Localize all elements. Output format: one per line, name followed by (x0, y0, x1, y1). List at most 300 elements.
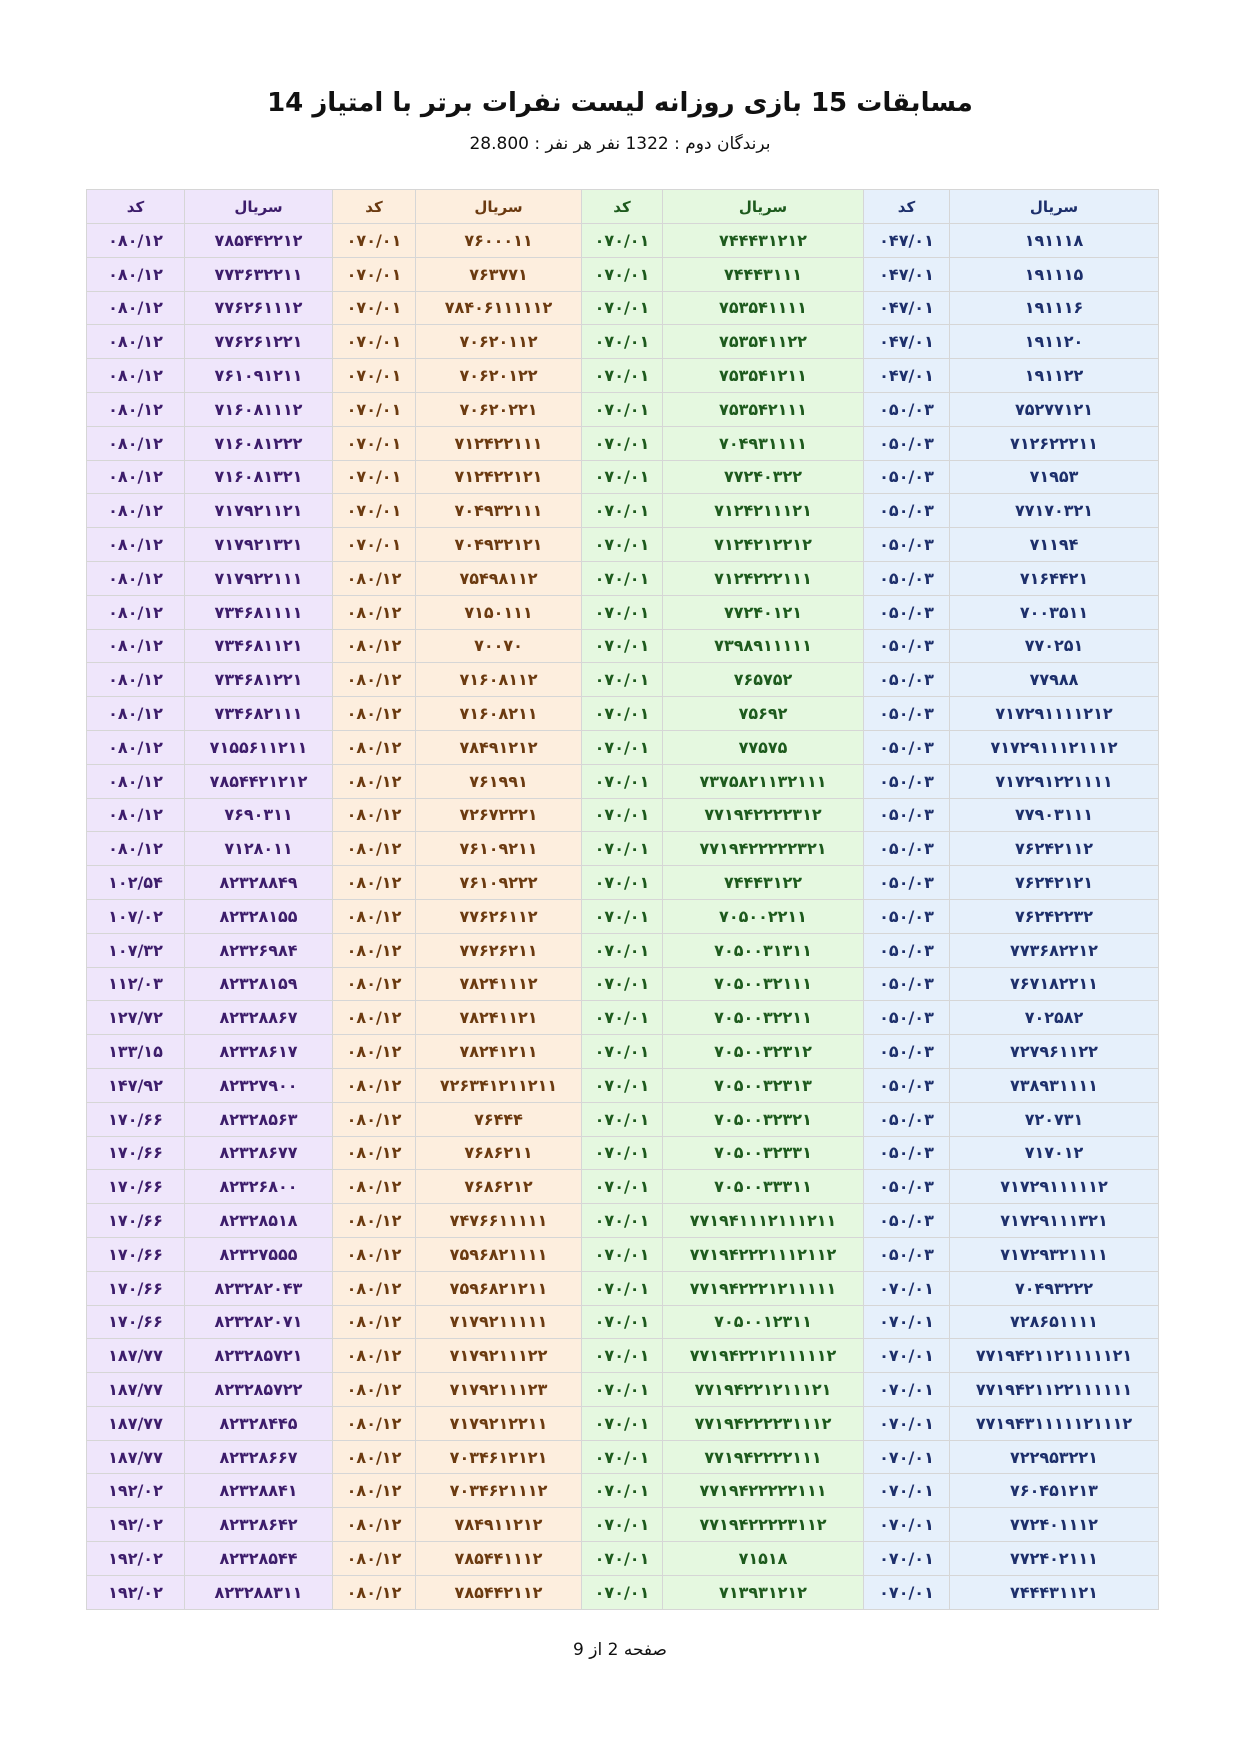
code-cell: ۰۵۰/۰۳ (864, 967, 950, 1001)
serial-cell: ۷۱۷۹۲۱۱۲۱ (185, 494, 333, 528)
table-row (87, 1136, 1159, 1170)
code-cell: ۰۷۰/۰۱ (333, 291, 416, 325)
code-cell: ۰۸۰/۱۲ (333, 899, 416, 933)
serial-cell: ۷۸۵۴۴۲۲۱۲ (185, 224, 333, 258)
code-cell: ۰۷۰/۰۱ (333, 257, 416, 291)
serial-cell: ۷۷۶۲۶۱۲۲۱ (185, 325, 333, 359)
table-row (87, 1204, 1159, 1238)
serial-cell: ۸۲۳۲۸۸۳۱۱ (185, 1575, 333, 1609)
code-cell: ۰۴۷/۰۱ (864, 224, 950, 258)
code-cell: ۰۴۷/۰۱ (864, 359, 950, 393)
code-cell: ۰۸۰/۱۲ (333, 933, 416, 967)
code-cell: ۰۷۰/۰۱ (864, 1575, 950, 1609)
serial-cell: ۷۳۹۸۹۱۱۱۱۱ (663, 629, 864, 663)
serial-cell: ۷۱۲۴۲۱۱۱۲۱ (663, 494, 864, 528)
code-cell: ۰۷۰/۰۱ (582, 1068, 663, 1102)
code-cell: ۰۷۰/۰۱ (864, 1339, 950, 1373)
table-row (87, 426, 1159, 460)
code-cell: ۰۸۰/۱۲ (87, 528, 185, 562)
code-cell: ۰۸۰/۱۲ (87, 359, 185, 393)
code-cell: ۰۷۰/۰۱ (333, 325, 416, 359)
code-cell: ۰۷۰/۰۱ (582, 798, 663, 832)
serial-cell: ۷۸۲۴۱۱۲۱ (416, 1001, 582, 1035)
code-cell: ۰۷۰/۰۱ (582, 1001, 663, 1035)
serial-cell: ۱۹۱۱۱۶ (950, 291, 1159, 325)
code-cell: ۱۸۷/۷۷ (87, 1406, 185, 1440)
code-cell: ۰۵۰/۰۳ (864, 595, 950, 629)
code-cell: ۰۷۰/۰۱ (333, 392, 416, 426)
table-row (87, 257, 1159, 291)
serial-cell: ۷۶۷۱۸۲۲۱۱ (950, 967, 1159, 1001)
code-cell: ۰۷۰/۰۱ (333, 359, 416, 393)
code-cell: ۰۵۰/۰۳ (864, 1170, 950, 1204)
table-row (87, 1001, 1159, 1035)
code-cell: ۰۸۰/۱۲ (333, 1575, 416, 1609)
serial-cell: ۷۱۶۰۸۱۳۲۱ (185, 460, 333, 494)
code-cell: ۰۷۰/۰۱ (582, 494, 663, 528)
column-header-code: کد (87, 190, 185, 224)
serial-cell: ۷۰۴۹۳۱۱۱۱ (663, 426, 864, 460)
serial-cell: ۷۶۱۰۹۱۲۱۱ (185, 359, 333, 393)
code-cell: ۱۰۷/۰۲ (87, 899, 185, 933)
code-cell: ۰۷۰/۰۱ (582, 426, 663, 460)
code-cell: ۰۷۰/۰۱ (582, 1406, 663, 1440)
serial-cell: ۷۶۵۷۵۲ (663, 663, 864, 697)
code-cell: ۰۷۰/۰۱ (582, 730, 663, 764)
serial-cell: ۷۰۶۲۰۱۱۲ (416, 325, 582, 359)
serial-cell: ۸۲۳۲۸۵۴۴ (185, 1542, 333, 1576)
serial-cell: ۷۰۵۰۰۲۲۱۱ (663, 899, 864, 933)
code-cell: ۰۷۰/۰۱ (582, 1102, 663, 1136)
serial-cell: ۷۳۴۶۸۲۱۱۱ (185, 697, 333, 731)
code-cell: ۰۷۰/۰۱ (582, 1035, 663, 1069)
serial-cell: ۷۱۷۰۱۲ (950, 1136, 1159, 1170)
code-cell: ۰۸۰/۱۲ (333, 1271, 416, 1305)
code-cell: ۰۸۰/۱۲ (333, 1373, 416, 1407)
serial-cell: ۷۳۴۶۸۱۱۲۱ (185, 629, 333, 663)
serial-cell: ۷۷۱۹۴۲۲۲۲۲۱۱۱ (663, 1474, 864, 1508)
code-cell: ۰۷۰/۰۱ (582, 1508, 663, 1542)
serial-cell: ۷۱۷۹۲۱۱۱۱۱ (416, 1305, 582, 1339)
code-cell: ۰۵۰/۰۳ (864, 1035, 950, 1069)
code-cell: ۰۸۰/۱۲ (87, 392, 185, 426)
code-cell: ۰۷۰/۰۱ (582, 1440, 663, 1474)
serial-cell: ۷۱۱۹۴ (950, 528, 1159, 562)
serial-cell: ۸۲۳۲۸۵۱۸ (185, 1204, 333, 1238)
serial-cell: ۸۲۳۲۸۸۴۹ (185, 866, 333, 900)
serial-cell: ۷۸۴۰۶۱۱۱۱۱۲ (416, 291, 582, 325)
serial-cell: ۷۱۷۲۹۱۱۱۱۱۲ (950, 1170, 1159, 1204)
serial-cell: ۷۵۹۶۸۲۱۲۱۱ (416, 1271, 582, 1305)
serial-cell: ۷۵۳۵۴۱۱۱۱ (663, 291, 864, 325)
code-cell: ۰۷۰/۰۱ (582, 1136, 663, 1170)
code-cell: ۰۵۰/۰۳ (864, 764, 950, 798)
column-header-serial: سریال (185, 190, 333, 224)
code-cell: ۰۸۰/۱۲ (333, 866, 416, 900)
serial-cell: ۱۹۱۱۱۵ (950, 257, 1159, 291)
code-cell: ۰۵۰/۰۳ (864, 1001, 950, 1035)
serial-cell: ۷۳۷۵۸۲۱۱۳۲۱۱۱ (663, 764, 864, 798)
serial-cell: ۸۲۳۲۸۶۱۷ (185, 1035, 333, 1069)
table-row (87, 1035, 1159, 1069)
code-cell: ۰۸۰/۱۲ (87, 730, 185, 764)
code-cell: ۱۹۲/۰۲ (87, 1575, 185, 1609)
serial-cell: ۷۵۲۷۷۱۲۱ (950, 392, 1159, 426)
code-cell: ۰۵۰/۰۳ (864, 1237, 950, 1271)
serial-cell: ۷۱۲۴۲۱۲۲۱۲ (663, 528, 864, 562)
table-row (87, 561, 1159, 595)
code-cell: ۰۸۰/۱۲ (87, 697, 185, 731)
serial-cell: ۷۵۶۹۲ (663, 697, 864, 731)
serial-cell: ۷۷۱۹۴۲۲۲۲۲۳۲۱ (663, 832, 864, 866)
serial-cell: ۷۰۵۰۰۳۱۳۱۱ (663, 933, 864, 967)
serial-cell: ۷۶۰۰۰۱۱ (416, 224, 582, 258)
code-cell: ۱۸۷/۷۷ (87, 1339, 185, 1373)
code-cell: ۰۸۰/۱۲ (333, 1204, 416, 1238)
table-row (87, 866, 1159, 900)
code-cell: ۰۸۰/۱۲ (87, 629, 185, 663)
serial-cell: ۷۶۱۰۹۲۱۱ (416, 832, 582, 866)
code-cell: ۰۷۰/۰۱ (582, 528, 663, 562)
serial-cell: ۷۱۷۲۹۳۲۱۱۱۱ (950, 1237, 1159, 1271)
serial-cell: ۸۲۳۲۸۵۶۳ (185, 1102, 333, 1136)
table-row (87, 1474, 1159, 1508)
serial-cell: ۷۷۶۲۶۱۱۱۲ (185, 291, 333, 325)
serial-cell: ۸۲۳۲۶۹۸۴ (185, 933, 333, 967)
code-cell: ۱۷۰/۶۶ (87, 1136, 185, 1170)
table-header-row (87, 190, 1159, 224)
code-cell: ۰۷۰/۰۱ (582, 291, 663, 325)
serial-cell: ۷۷۶۲۶۲۱۱ (416, 933, 582, 967)
serial-cell: ۷۶۹۰۳۱۱ (185, 798, 333, 832)
code-cell: ۰۷۰/۰۱ (582, 899, 663, 933)
code-cell: ۰۷۰/۰۱ (582, 392, 663, 426)
serial-cell: ۷۷۶۲۶۱۱۲ (416, 899, 582, 933)
code-cell: ۰۸۰/۱۲ (87, 224, 185, 258)
code-cell: ۰۸۰/۱۲ (333, 967, 416, 1001)
serial-cell: ۷۴۴۴۳۱۱۱ (663, 257, 864, 291)
code-cell: ۰۷۰/۰۱ (582, 1575, 663, 1609)
serial-cell: ۷۸۲۴۱۱۱۲ (416, 967, 582, 1001)
code-cell: ۰۵۰/۰۳ (864, 392, 950, 426)
code-cell: ۰۵۰/۰۳ (864, 697, 950, 731)
serial-cell: ۷۲۸۶۵۱۱۱۱ (950, 1305, 1159, 1339)
code-cell: ۱۹۲/۰۲ (87, 1542, 185, 1576)
serial-cell: ۷۸۵۴۴۱۱۱۲ (416, 1542, 582, 1576)
serial-cell: ۷۸۵۴۴۲۱۱۲ (416, 1575, 582, 1609)
code-cell: ۰۴۷/۰۱ (864, 291, 950, 325)
code-cell: ۰۸۰/۱۲ (333, 561, 416, 595)
code-cell: ۰۷۰/۰۱ (864, 1440, 950, 1474)
code-cell: ۰۷۰/۰۱ (333, 460, 416, 494)
serial-cell: ۷۶۲۴۲۲۳۲ (950, 899, 1159, 933)
serial-cell: ۷۱۶۰۸۲۱۱ (416, 697, 582, 731)
serial-cell: ۷۱۹۵۳ (950, 460, 1159, 494)
table-row (87, 494, 1159, 528)
table-row (87, 1508, 1159, 1542)
code-cell: ۰۷۰/۰۱ (582, 1474, 663, 1508)
serial-cell: ۷۶۱۰۹۲۲۲ (416, 866, 582, 900)
serial-cell: ۷۶۲۴۲۱۱۲ (950, 832, 1159, 866)
serial-cell: ۱۹۱۱۲۰ (950, 325, 1159, 359)
code-cell: ۰۸۰/۱۲ (333, 798, 416, 832)
code-cell: ۰۸۰/۱۲ (87, 561, 185, 595)
serial-cell: ۷۶۳۷۷۱ (416, 257, 582, 291)
serial-cell: ۷۷۱۹۴۲۲۱۲۱۱۱۲۱ (663, 1373, 864, 1407)
serial-cell: ۷۰۵۰۰۳۲۳۲۱ (663, 1102, 864, 1136)
code-cell: ۱۹۲/۰۲ (87, 1508, 185, 1542)
serial-cell: ۷۱۷۲۹۱۱۱۳۲۱ (950, 1204, 1159, 1238)
code-cell: ۰۸۰/۱۲ (333, 1001, 416, 1035)
code-cell: ۰۸۰/۱۲ (333, 1440, 416, 1474)
serial-cell: ۷۲۰۷۳۱ (950, 1102, 1159, 1136)
serial-cell: ۷۱۵۵۶۱۱۲۱۱ (185, 730, 333, 764)
serial-cell: ۷۱۲۴۲۲۲۱۱۱ (663, 561, 864, 595)
serial-cell: ۷۲۶۷۲۲۲۱ (416, 798, 582, 832)
code-cell: ۰۷۰/۰۱ (582, 697, 663, 731)
table-row (87, 595, 1159, 629)
code-cell: ۰۷۰/۰۱ (582, 866, 663, 900)
serial-cell: ۷۰۴۹۳۲۲۲ (950, 1271, 1159, 1305)
serial-cell: ۷۱۲۸۰۱۱ (185, 832, 333, 866)
serial-cell: ۷۱۶۰۸۱۲۲۲ (185, 426, 333, 460)
serial-cell: ۷۱۳۹۳۱۲۱۲ (663, 1575, 864, 1609)
serial-cell: ۷۶۱۹۹۱ (416, 764, 582, 798)
serial-cell: ۷۸۵۴۴۲۱۲۱۲ (185, 764, 333, 798)
serial-cell: ۸۲۳۲۸۱۵۵ (185, 899, 333, 933)
serial-cell: ۷۴۴۴۳۱۲۲ (663, 866, 864, 900)
serial-cell: ۷۶۸۶۲۱۲ (416, 1170, 582, 1204)
serial-cell: ۷۳۸۹۳۱۱۱۱ (950, 1068, 1159, 1102)
serial-cell: ۷۶۰۴۵۱۲۱۳ (950, 1474, 1159, 1508)
serial-cell: ۷۴۴۴۳۱۱۲۱ (950, 1575, 1159, 1609)
table-row (87, 663, 1159, 697)
serial-cell: ۷۷۱۹۴۲۲۲۲۳۱۱۲ (663, 1508, 864, 1542)
table-row (87, 933, 1159, 967)
code-cell: ۰۸۰/۱۲ (87, 325, 185, 359)
code-cell: ۰۵۰/۰۳ (864, 426, 950, 460)
serial-cell: ۷۷۵۷۵ (663, 730, 864, 764)
serial-cell: ۷۷۱۹۴۲۲۱۲۱۱۱۱۱۲ (663, 1339, 864, 1373)
serial-cell: ۷۷۱۹۴۲۲۲۲۱۱۱ (663, 1440, 864, 1474)
code-cell: ۰۸۰/۱۲ (87, 426, 185, 460)
table-row (87, 899, 1159, 933)
code-cell: ۰۸۰/۱۲ (333, 595, 416, 629)
code-cell: ۱۱۲/۰۳ (87, 967, 185, 1001)
serial-cell: ۷۳۴۶۸۱۱۱۱ (185, 595, 333, 629)
code-cell: ۰۵۰/۰۳ (864, 798, 950, 832)
serial-cell: ۷۲۶۳۴۱۲۱۱۲۱۱ (416, 1068, 582, 1102)
code-cell: ۰۸۰/۱۲ (333, 1305, 416, 1339)
serial-cell: ۷۷۱۹۴۲۲۲۱۱۱۲۱۱۲ (663, 1237, 864, 1271)
code-cell: ۰۷۰/۰۱ (864, 1271, 950, 1305)
serial-cell: ۷۷۱۹۴۱۱۱۲۱۱۱۲۱۱ (663, 1204, 864, 1238)
serial-cell: ۷۰۶۲۰۱۲۲ (416, 359, 582, 393)
serial-cell: ۷۷۱۹۴۲۲۲۲۳۱۱۱۲ (663, 1406, 864, 1440)
code-cell: ۰۷۰/۰۱ (582, 359, 663, 393)
serial-cell: ۸۲۳۲۸۶۶۷ (185, 1440, 333, 1474)
code-cell: ۰۵۰/۰۳ (864, 730, 950, 764)
code-cell: ۰۷۰/۰۱ (333, 224, 416, 258)
code-cell: ۰۵۰/۰۳ (864, 460, 950, 494)
table-row (87, 1305, 1159, 1339)
column-header-code: کد (864, 190, 950, 224)
serial-cell: ۷۰۴۹۳۲۱۲۱ (416, 528, 582, 562)
table-row (87, 1170, 1159, 1204)
table-row (87, 1068, 1159, 1102)
code-cell: ۱۲۷/۷۲ (87, 1001, 185, 1035)
serial-cell: ۷۱۵۰۱۱۱ (416, 595, 582, 629)
serial-cell: ۷۰۵۰۰۳۲۳۱۲ (663, 1035, 864, 1069)
code-cell: ۰۸۰/۱۲ (87, 798, 185, 832)
code-cell: ۰۸۰/۱۲ (87, 257, 185, 291)
table-row (87, 1339, 1159, 1373)
serial-cell: ۷۷۳۶۳۲۲۱۱ (185, 257, 333, 291)
code-cell: ۱۰۲/۵۴ (87, 866, 185, 900)
code-cell: ۰۷۰/۰۱ (864, 1542, 950, 1576)
code-cell: ۰۷۰/۰۱ (333, 426, 416, 460)
column-header-code: کد (333, 190, 416, 224)
code-cell: ۰۸۰/۱۲ (333, 1068, 416, 1102)
serial-cell: ۷۴۴۴۳۱۲۱۲ (663, 224, 864, 258)
serial-cell: ۷۵۳۵۴۲۱۱۱ (663, 392, 864, 426)
code-cell: ۰۷۰/۰۱ (582, 1237, 663, 1271)
table-row (87, 224, 1159, 258)
column-header-serial: سریال (416, 190, 582, 224)
code-cell: ۰۵۰/۰۳ (864, 1068, 950, 1102)
serial-cell: ۷۶۲۴۲۱۲۱ (950, 866, 1159, 900)
code-cell: ۰۷۰/۰۱ (582, 561, 663, 595)
code-cell: ۰۷۰/۰۱ (864, 1305, 950, 1339)
code-cell: ۰۸۰/۱۲ (87, 291, 185, 325)
code-cell: ۰۵۰/۰۳ (864, 528, 950, 562)
table-row (87, 1440, 1159, 1474)
code-cell: ۰۷۰/۰۱ (582, 1373, 663, 1407)
serial-cell: ۷۱۶۰۸۱۱۱۲ (185, 392, 333, 426)
serial-cell: ۷۱۷۹۲۲۱۱۱ (185, 561, 333, 595)
serial-cell: ۷۰۵۰۰۱۲۳۱۱ (663, 1305, 864, 1339)
code-cell: ۰۷۰/۰۱ (582, 967, 663, 1001)
code-cell: ۰۵۰/۰۳ (864, 629, 950, 663)
code-cell: ۰۷۰/۰۱ (582, 1339, 663, 1373)
column-header-serial: سریال (950, 190, 1159, 224)
code-cell: ۰۷۰/۰۱ (582, 933, 663, 967)
serial-cell: ۸۲۳۲۸۸۶۷ (185, 1001, 333, 1035)
table-row (87, 1575, 1159, 1609)
table-row (87, 528, 1159, 562)
code-cell: ۰۵۰/۰۳ (864, 832, 950, 866)
serial-cell: ۷۱۷۹۲۱۲۲۱۱ (416, 1406, 582, 1440)
serial-cell: ۷۰۵۰۰۳۳۳۱۱ (663, 1170, 864, 1204)
serial-cell: ۷۷۰۲۵۱ (950, 629, 1159, 663)
code-cell: ۱۸۷/۷۷ (87, 1440, 185, 1474)
serial-cell: ۸۲۳۲۸۵۷۲۱ (185, 1339, 333, 1373)
code-cell: ۰۷۰/۰۱ (864, 1474, 950, 1508)
table-row (87, 325, 1159, 359)
code-cell: ۰۵۰/۰۳ (864, 899, 950, 933)
code-cell: ۰۸۰/۱۲ (333, 1136, 416, 1170)
serial-cell: ۷۱۷۹۲۱۱۱۲۳ (416, 1373, 582, 1407)
serial-cell: ۷۶۴۴۴ (416, 1102, 582, 1136)
table-row (87, 1271, 1159, 1305)
serial-cell: ۷۱۲۶۲۲۲۱۱ (950, 426, 1159, 460)
serial-cell: ۷۷۳۶۸۲۲۱۲ (950, 933, 1159, 967)
code-cell: ۰۷۰/۰۱ (864, 1508, 950, 1542)
code-cell: ۰۷۰/۰۱ (333, 528, 416, 562)
code-cell: ۰۸۰/۱۲ (333, 663, 416, 697)
code-cell: ۰۴۷/۰۱ (864, 325, 950, 359)
serial-cell: ۸۲۳۲۸۲۰۴۳ (185, 1271, 333, 1305)
serial-cell: ۷۷۲۴۰۲۱۱۱ (950, 1542, 1159, 1576)
serial-cell: ۷۱۲۴۲۲۱۲۱ (416, 460, 582, 494)
table-row (87, 1406, 1159, 1440)
page-number: صفحه 2 از 9 (573, 1640, 667, 1660)
serial-cell: ۷۷۹۰۳۱۱۱ (950, 798, 1159, 832)
serial-cell: ۷۷۱۹۴۲۱۱۲۱۱۱۱۱۲۱ (950, 1339, 1159, 1373)
code-cell: ۱۷۰/۶۶ (87, 1271, 185, 1305)
serial-cell: ۷۱۷۲۹۱۲۲۱۱۱۱ (950, 764, 1159, 798)
serial-cell: ۷۱۵۱۸ (663, 1542, 864, 1576)
serial-cell: ۷۸۴۹۱۲۱۲ (416, 730, 582, 764)
code-cell: ۱۳۳/۱۵ (87, 1035, 185, 1069)
serial-cell: ۷۱۶۰۸۱۱۲ (416, 663, 582, 697)
serial-cell: ۷۱۷۲۹۱۱۱۱۲۱۲ (950, 697, 1159, 731)
code-cell: ۰۵۰/۰۳ (864, 933, 950, 967)
serial-cell: ۸۲۳۲۷۵۵۵ (185, 1237, 333, 1271)
code-cell: ۰۴۷/۰۱ (864, 257, 950, 291)
table-row (87, 359, 1159, 393)
serial-cell: ۷۰۴۹۳۲۱۱۱ (416, 494, 582, 528)
code-cell: ۰۵۰/۰۳ (864, 1102, 950, 1136)
code-cell: ۰۸۰/۱۲ (333, 1339, 416, 1373)
code-cell: ۰۸۰/۱۲ (87, 832, 185, 866)
code-cell: ۰۸۰/۱۲ (333, 1474, 416, 1508)
serial-cell: ۷۸۲۴۱۲۱۱ (416, 1035, 582, 1069)
serial-cell: ۷۵۹۶۸۲۱۱۱۱ (416, 1237, 582, 1271)
serial-cell: ۸۲۳۲۸۶۷۷ (185, 1136, 333, 1170)
serial-cell: ۸۲۳۲۸۲۰۷۱ (185, 1305, 333, 1339)
code-cell: ۰۷۰/۰۱ (864, 1406, 950, 1440)
code-cell: ۰۸۰/۱۲ (333, 697, 416, 731)
serial-cell: ۷۰۵۰۰۳۲۱۱۱ (663, 967, 864, 1001)
serial-cell: ۷۸۴۹۱۱۲۱۲ (416, 1508, 582, 1542)
code-cell: ۱۴۷/۹۲ (87, 1068, 185, 1102)
code-cell: ۰۸۰/۱۲ (87, 764, 185, 798)
page-subtitle: برندگان دوم : 1322 نفر هر نفر : 28.800 (469, 134, 771, 154)
column-header-serial: سریال (663, 190, 864, 224)
table-row (87, 460, 1159, 494)
code-cell: ۰۸۰/۱۲ (333, 764, 416, 798)
code-cell: ۰۷۰/۰۱ (582, 832, 663, 866)
serial-cell: ۷۷۱۷۰۳۲۱ (950, 494, 1159, 528)
code-cell: ۰۷۰/۰۱ (582, 257, 663, 291)
table-row (87, 1542, 1159, 1576)
serial-cell: ۱۹۱۱۲۲ (950, 359, 1159, 393)
code-cell: ۰۵۰/۰۳ (864, 494, 950, 528)
serial-cell: ۷۶۸۶۲۱۱ (416, 1136, 582, 1170)
serial-cell: ۷۰۰۷۰ (416, 629, 582, 663)
code-cell: ۰۸۰/۱۲ (87, 460, 185, 494)
serial-cell: ۸۲۳۲۸۴۴۵ (185, 1406, 333, 1440)
code-cell: ۰۸۰/۱۲ (333, 1406, 416, 1440)
code-cell: ۰۵۰/۰۳ (864, 1204, 950, 1238)
code-cell: ۰۵۰/۰۳ (864, 663, 950, 697)
code-cell: ۱۷۰/۶۶ (87, 1170, 185, 1204)
serial-cell: ۷۰۰۳۵۱۱ (950, 595, 1159, 629)
code-cell: ۱۷۰/۶۶ (87, 1204, 185, 1238)
serial-cell: ۷۷۱۹۴۲۲۲۲۳۱۲ (663, 798, 864, 832)
code-cell: ۰۷۰/۰۱ (582, 325, 663, 359)
